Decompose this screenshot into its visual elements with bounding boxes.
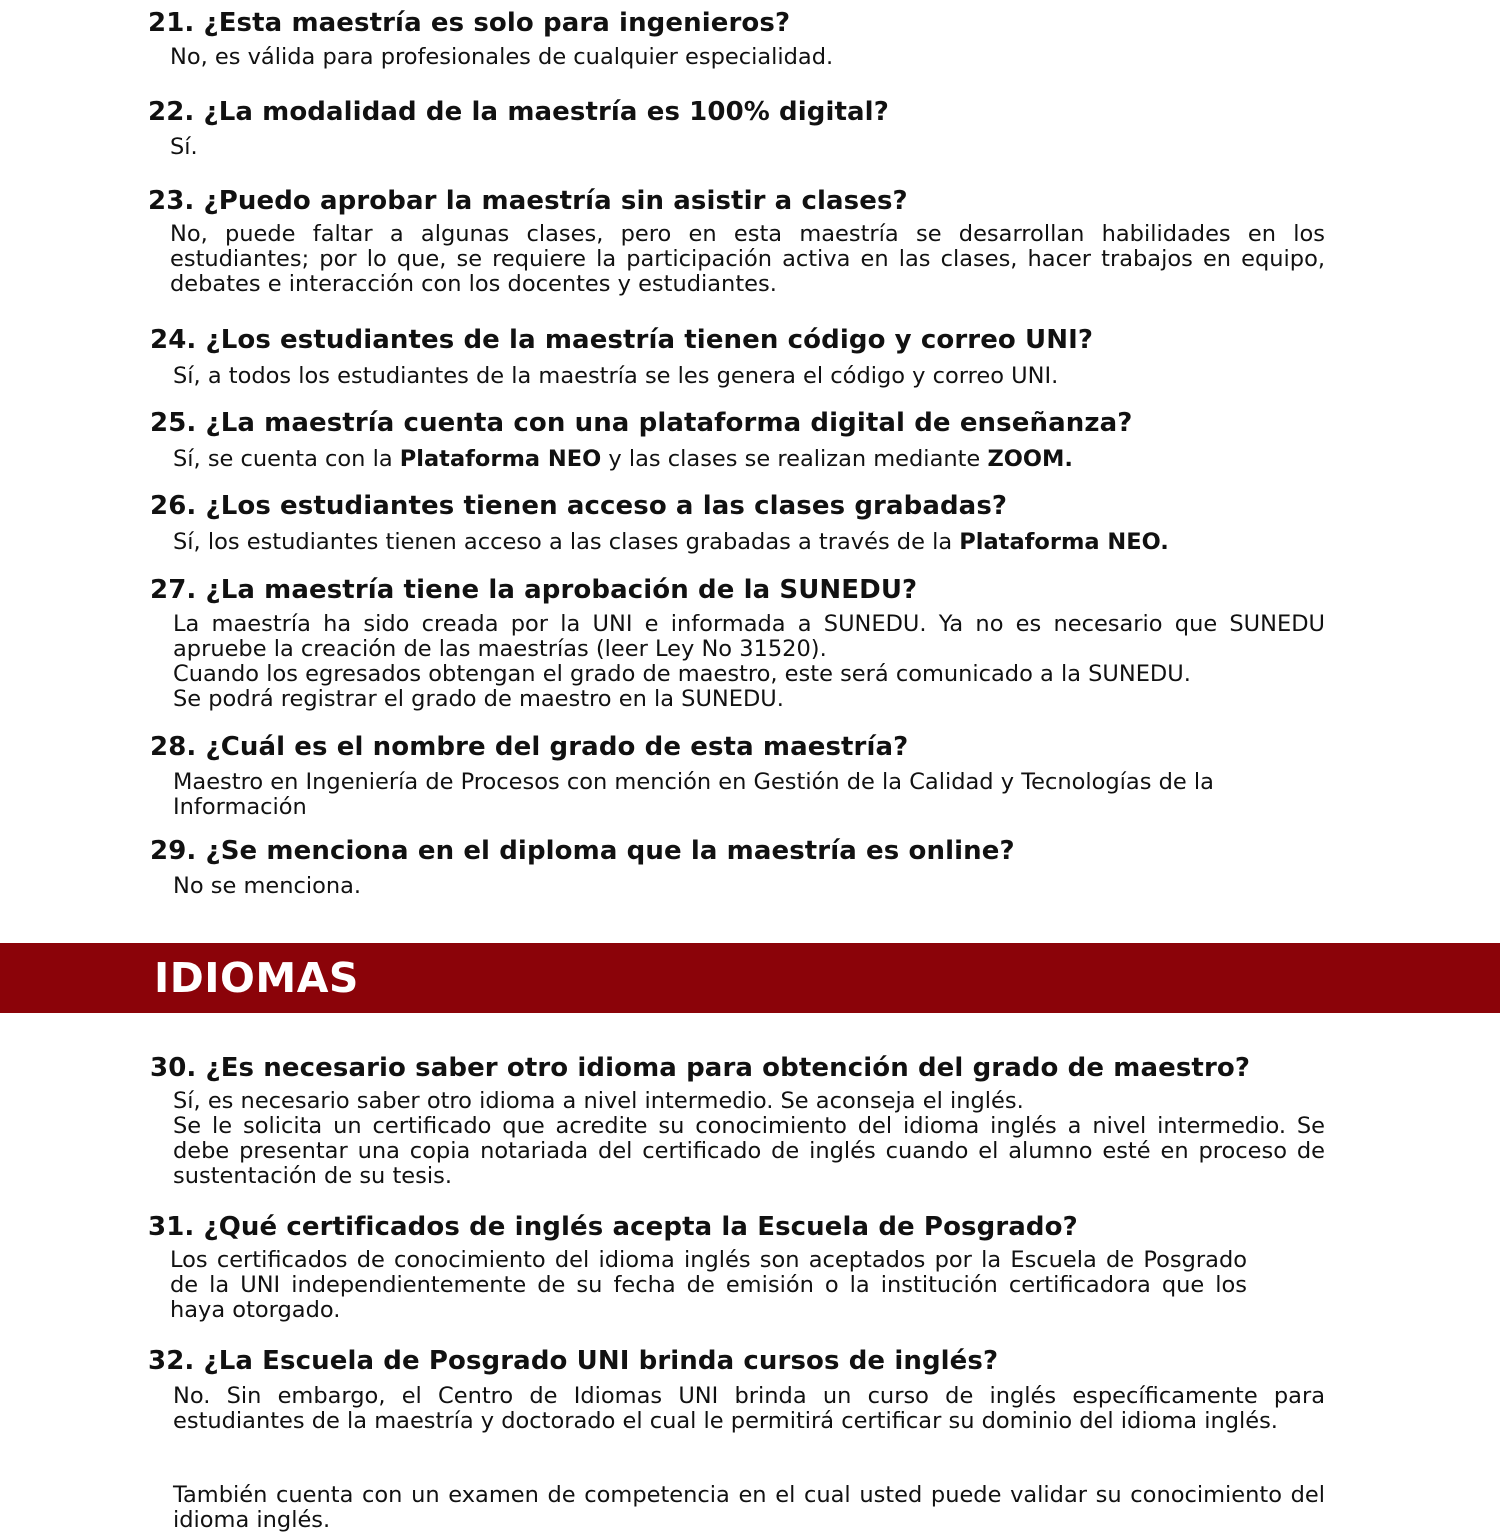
faq-question-25: 25. ¿La maestría cuenta con una plataforma digital de enseñanza? [150,408,1133,438]
answer-25-text-middle: y las clases se realizan mediante [608,446,981,472]
faq-question-31: 31. ¿Qué certificados de inglés acepta la Escuela de Posgrado? [148,1212,1078,1242]
section-banner [0,943,1500,1013]
faq-answer-24: Sí, a todos los estudiantes de la maestría se les genera el código y correo UNI. [173,363,1059,389]
answer-30-paragraph-2: Se le solicita un certificado que acredite su conocimiento del idioma inglés a nivel intermedio. Se debe presentar una copia notariada del certificado de inglés cuando el alumno esté en proceso de sustentación de su tesis. [173,1113,1325,1189]
faq-answer-28: Maestro en Ingeniería de Procesos con mención en Gestión de la Calidad y Tecnologías de la Información [173,769,1214,820]
faq-question-26: 26. ¿Los estudiantes tienen acceso a las clases grabadas? [150,491,1008,521]
faq-answer-25 [173,447,1323,472]
faq-answer-23: No, puede faltar a algunas clases, pero en esta maestría se desarrollan habilidades en los estudiantes; por lo que, se requiere la participación activa en las clases, hacer trabajos en equipo, debates e interacción con los docentes y estudiantes. [170,221,1325,297]
faq-question-23: 23. ¿Puedo aprobar la maestría sin asistir a clases? [148,186,908,216]
faq-question-24: 24. ¿Los estudiantes de la maestría tienen código y correo UNI? [150,325,1094,355]
faq-question-32: 32. ¿La Escuela de Posgrado UNI brinda cursos de inglés? [148,1346,999,1376]
answer-27-paragraph-3: Se podrá registrar el grado de maestro en la SUNEDU. [173,686,784,712]
faq-answer-29: No se menciona. [173,873,362,899]
section-title: IDIOMAS [154,954,359,1002]
answer-30-paragraph-1: Sí, es necesario saber otro idioma a nivel intermedio. Se aconseja el inglés. [173,1088,1024,1114]
faq-answer-26 [173,530,1323,555]
faq-answer-32-paragraph-2: También cuenta con un examen de competencia en el cual usted puede validar su conocimiento del idioma inglés. [173,1482,1325,1533]
faq-question-22: 22. ¿La modalidad de la maestría es 100% digital? [148,97,889,127]
faq-question-30: 30. ¿Es necesario saber otro idioma para obtención del grado de maestro? [150,1053,1251,1083]
platform-neo-highlight: Plataforma NEO [399,446,602,472]
faq-answer-22: Sí. [170,134,198,160]
faq-question-29: 29. ¿Se menciona en el diploma que la maestría es online? [150,836,1015,866]
answer-27-paragraph-1: La maestría ha sido creada por la UNI e informada a SUNEDU. Ya no es necesario que SUNEDU apruebe la creación de las maestrías (leer Ley No 31520). [173,611,1325,662]
answer-25-text-start: Sí, se cuenta con la [173,446,393,472]
faq-answer-21: No, es válida para profesionales de cualquier especialidad. [170,44,834,70]
faq-question-28: 28. ¿Cuál es el nombre del grado de esta maestría? [150,732,909,762]
faq-answer-27 [173,612,1325,712]
zoom-highlight: ZOOM. [987,446,1073,472]
answer-27-paragraph-2: Cuando los egresados obtengan el grado de maestro, este será comunicado a la SUNEDU. [173,661,1191,687]
platform-neo-highlight: Plataforma NEO. [959,529,1169,555]
faq-answer-32-paragraph-1: No. Sin embargo, el Centro de Idiomas UNI brinda un curso de inglés específicamente para estudiantes de la maestría y doctorado el cual le permitirá certificar su dominio del idioma inglés. [173,1383,1325,1434]
faq-answer-31: Los certificados de conocimiento del idioma inglés son aceptados por la Escuela de Posgrado de la UNI independientemente de su fecha de emisión o la institución certificadora que los haya otorgado. [170,1247,1247,1323]
answer-26-text-start: Sí, los estudiantes tienen acceso a las clases grabadas a través de la [173,529,953,555]
faq-question-21: 21. ¿Esta maestría es solo para ingenieros? [148,8,791,38]
faq-answer-30 [173,1089,1325,1189]
faq-question-27: 27. ¿La maestría tiene la aprobación de la SUNEDU? [150,575,918,605]
